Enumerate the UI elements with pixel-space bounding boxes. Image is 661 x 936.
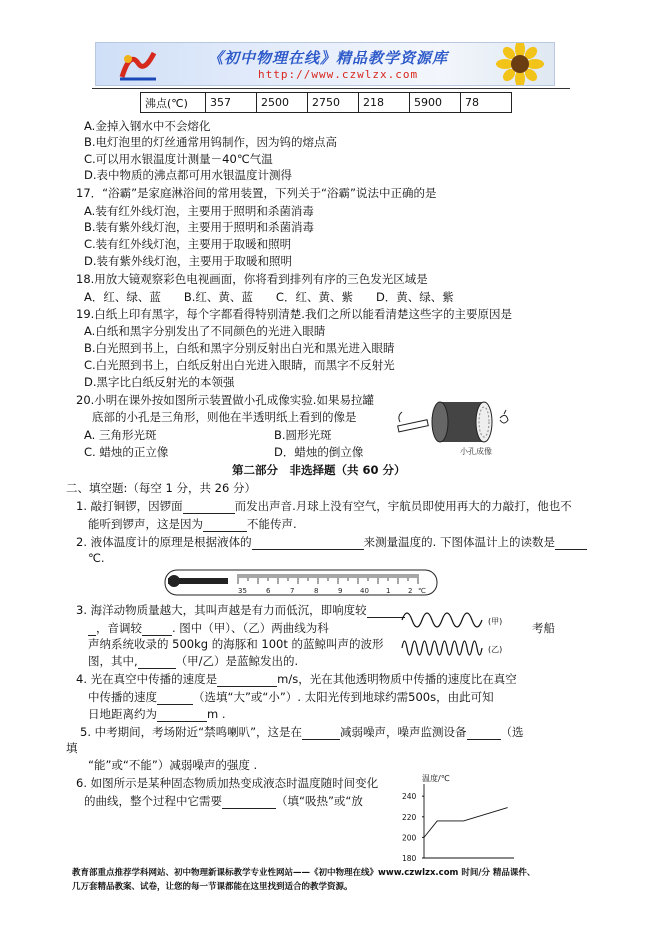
wave-label-b: (乙) — [488, 645, 503, 654]
fill-q4-line3 — [88, 706, 226, 722]
fill-q1-text-d: 不能传声. — [247, 517, 297, 531]
q18-stem: 18.用放大镜观察彩色电视画面，你将看到排列有序的三色发光区域是 — [76, 272, 428, 286]
thermo-tick-label: 1 — [386, 587, 391, 595]
thermo-tick-label: 8 — [314, 587, 319, 595]
fill-q5-text-b: 减弱噪声，噪声监测设备 — [340, 725, 467, 739]
q17-option-c: C.装有红外线灯泡，主要用于取暖和照明 — [84, 237, 292, 251]
table-cell: 2750 — [308, 93, 359, 113]
table-cell: 5900 — [410, 93, 461, 113]
q16-option-c: C.可以用水银温度计测量－40℃气温 — [84, 152, 273, 166]
table-row — [141, 93, 512, 113]
table-cell: 78 — [461, 93, 512, 113]
q19-stem: 19.白纸上印有黑字，每个字都看得特别清楚.我们之所以能看清楚这些字的主要原因是 — [76, 307, 512, 321]
q19-option-b: B.白光照到书上，白纸和黑字分别反射出白光和黑光进入眼睛 — [84, 341, 395, 355]
fill-q5-text-a: 5. 中考期间，考场附近“禁鸣喇叭”，这是在 — [80, 725, 303, 739]
fill-q4-text-e: 日地距离约为 — [88, 707, 157, 721]
q17-option-b: B.装有紫外线灯泡，主要用于照明和杀菌消毒 — [84, 220, 315, 234]
sunflower-icon — [490, 42, 550, 86]
fill-q2-blank-2[interactable] — [555, 535, 587, 550]
fill-q4-text-c: 中传播的速度 — [88, 690, 157, 704]
fill-q3-blank-1b — [88, 621, 96, 636]
temperature-time-chart — [396, 770, 516, 862]
fill-q3-blank-1[interactable] — [367, 603, 405, 618]
fill-q3-text-b: ，音调较 — [96, 621, 142, 635]
fill-q5-blank-2[interactable] — [467, 725, 501, 740]
fill-q3-text-c: . 图中（甲）、（乙）两曲线为科 — [172, 621, 329, 635]
fill-q3-text-e: 图，其中, — [88, 654, 138, 668]
fill-q4-line2 — [88, 689, 494, 705]
chart-series-line — [424, 808, 508, 838]
fill-q5-text-c: （选 — [500, 725, 524, 739]
thermometer-figure — [164, 566, 440, 598]
thermo-tick-label: 40 — [360, 587, 369, 595]
pinhole-camera-figure — [392, 392, 532, 458]
header-banner — [95, 42, 555, 86]
footer-line-1: 教育部重点推荐学科网站、初中物理新课标教学专业性网站——《初中物理在线》www.czwlzx.com 时间/分 精品课件、 — [72, 868, 536, 878]
figure-caption: 小孔成像 — [460, 447, 492, 456]
fill-q6-blank-1[interactable] — [222, 794, 276, 809]
fill-q2-text-a: 2. 液体温度计的原理是根据液体的 — [76, 535, 252, 549]
q16-option-b: B.电灯泡里的灯丝通常用钨制作，因为钨的熔点高 — [84, 135, 338, 149]
fill-q2-unit: ℃. — [88, 551, 105, 565]
q20-stem-2: 底部的小孔是三角形，则他在半透明纸上看到的像是 — [92, 410, 357, 424]
fill-q4-text-b: m/s，光在其他透明物质中传播的速度比在真空 — [277, 672, 517, 686]
fill-q1-text-a: 1. 敲打铜锣，因锣面 — [76, 499, 183, 513]
table-cell: 2500 — [257, 93, 308, 113]
fill-q3-line3: 声纳系统收录的 500kg 的海豚和 100t 的蓝鲸叫声的波形 — [88, 637, 384, 651]
fill-q3-right-text: 考船 — [532, 621, 555, 635]
thermo-tick-label: 35 — [238, 587, 247, 595]
fill-q4-blank-1[interactable] — [217, 672, 277, 687]
fill-q3-blank-2[interactable] — [142, 621, 172, 636]
thermo-unit: ℃ — [418, 587, 426, 595]
thermo-tick-label: 2 — [408, 587, 413, 595]
fill-q3-blank-3[interactable] — [138, 654, 176, 669]
chart-ytick-label: 240 — [402, 792, 417, 802]
chart-ytick-label: 200 — [402, 833, 417, 843]
q16-option-d: D.表中物质的沸点都可用水银温度计测得 — [84, 168, 293, 182]
fill-q4-blank-2[interactable] — [157, 690, 193, 705]
banner-title: 《初中物理在线》精品教学资源库 — [208, 49, 449, 67]
fill-q1-blank-2[interactable] — [203, 517, 247, 532]
fill-q1-text-b: 而发出声音.月球上没有空气，宇航员即使用再大的力敲打，他也不 — [234, 499, 572, 513]
thermo-tick-label: 7 — [290, 587, 295, 595]
q20-option-d: D．蜡烛的倒立像 — [274, 445, 364, 459]
chart-ylabel: 温度/℃ — [422, 774, 450, 783]
fill-q4-line1 — [76, 671, 517, 687]
fill-q2-text-b: 来测量温度的. 下图体温计上的读数是 — [363, 535, 555, 549]
fill-q4-text-a: 4. 光在真空中传播的速度是 — [76, 672, 218, 686]
chart-ytick-label: 180 — [402, 854, 417, 862]
fill-q5-line1 — [80, 724, 524, 740]
table-row-label: 沸点(℃) — [141, 93, 206, 113]
boiling-point-table — [140, 92, 512, 113]
table-cell: 218 — [359, 93, 410, 113]
fill-q6-text-b: 的曲线，整个过程中它需要 — [84, 794, 222, 808]
fill-q2-blank-1[interactable] — [252, 535, 364, 550]
fill-q5-line3: “能”或“不能”）减弱噪声的强度 . — [88, 758, 258, 772]
fill-q1-line1 — [76, 498, 572, 514]
banner-url: http://www.czwlzx.com — [258, 68, 419, 81]
fill-q3-text-f: （甲/乙）是蓝鲸发出的. — [175, 654, 299, 668]
q16-option-a: A.金掉入钢水中不会熔化 — [84, 119, 211, 133]
fill-q5-line2: 填 — [66, 741, 78, 755]
fill-q3-line2 — [88, 620, 329, 636]
q18-options: A．红、绿、蓝 B.红、黄、蓝 C．红、黄、紫 D．黄、绿、紫 — [84, 290, 454, 304]
fill-q4-blank-3[interactable] — [157, 707, 207, 722]
q17-option-d: D.装有紫外线灯泡，主要用于取暖和照明 — [84, 254, 293, 268]
table-cell: 357 — [206, 93, 257, 113]
fill-q3-line4 — [88, 653, 298, 669]
fill-q6-line2 — [84, 793, 363, 809]
fill-q4-text-f: m . — [207, 707, 226, 721]
part2-heading: 第二部分 非选择题（共 60 分） — [232, 463, 406, 477]
fill-q4-text-d: （选填“大”或“小”）. 太阳光传到地球约需500s，由此可知 — [193, 690, 494, 704]
thermo-tick-label: 6 — [266, 587, 271, 595]
fill-q6-text-c: （填“吸热”或“放 — [276, 794, 363, 808]
q20-stem-1: 20.小明在课外按如图所示装置做小孔成像实验.如果易拉罐 — [76, 393, 374, 407]
q20-option-a: A. 三角形光斑 — [84, 428, 157, 442]
fill-q6-line1: 6. 如图所示是某种固态物质加热变成液态时温度随时间变化 — [76, 776, 379, 790]
section-heading: 二、填空题:（每空 1 分，共 26 分） — [66, 481, 256, 495]
fill-q2-line1 — [76, 534, 587, 550]
header-rule — [92, 88, 570, 89]
q17-stem: 17．“浴霸”是家庭淋浴间的常用装置，下列关于“浴霸”说法中正确的是 — [76, 186, 437, 200]
fill-q5-blank-1[interactable] — [302, 725, 340, 740]
q19-option-d: D.黑字比白纸反射光的本领强 — [84, 375, 235, 389]
thermo-tick-label: 9 — [338, 587, 343, 595]
fill-q3-text-a: 3. 海洋动物质量越大，其叫声越是有力而低沉，即响度较 — [76, 603, 367, 617]
q20-option-b: B.圆形光斑 — [274, 428, 332, 442]
q20-option-c: C. 蜡烛的正立像 — [84, 445, 169, 459]
fill-q1-line2 — [88, 516, 297, 532]
fill-q1-text-c: 能听到锣声，这是因为 — [88, 517, 203, 531]
footer-line-2: 几万套精品教案、试卷，让您的每一节课都能在这里找到适合的教学资源。 — [72, 882, 353, 892]
chart-ytick-label: 220 — [402, 812, 417, 822]
fill-q1-blank-1[interactable] — [183, 499, 235, 514]
q19-option-c: C.白光照到书上，白纸反射出白光进入眼睛，而黑字不反射光 — [84, 358, 395, 372]
sound-wave-figure — [400, 606, 516, 664]
logo-icon — [118, 47, 158, 81]
q17-option-a: A.装有红外线灯泡，主要用于照明和杀菌消毒 — [84, 204, 314, 218]
fill-q3-line1 — [76, 602, 405, 618]
wave-label-a: (甲) — [488, 617, 503, 626]
q19-option-a: A.白纸和黑字分别发出了不同颜色的光进入眼睛 — [84, 324, 326, 338]
